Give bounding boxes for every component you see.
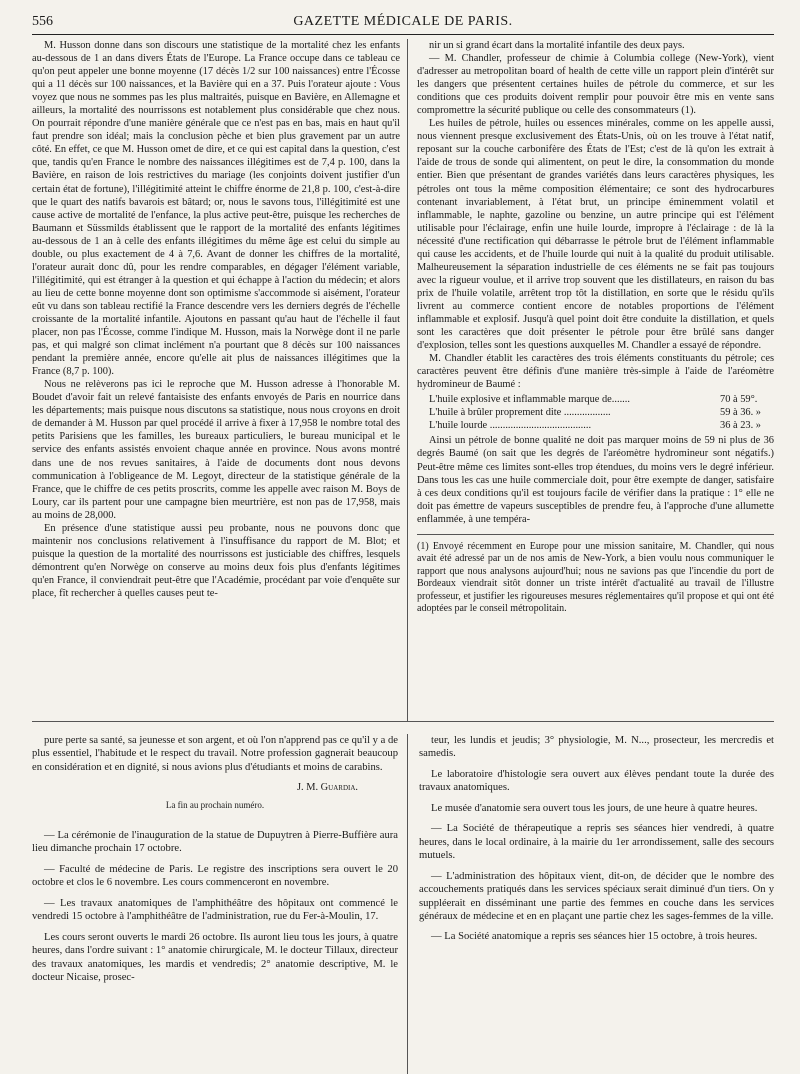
value-row <box>429 419 774 432</box>
value-label: L'huile lourde ....................................... <box>429 420 592 432</box>
value-degrees: 70 à 59°. <box>720 394 758 406</box>
news-item: — La Société anatomique a repris ses séances hier 15 octobre, à trois heures. <box>431 931 758 943</box>
value-degrees: 36 à 23. » <box>720 420 761 432</box>
bottom-section <box>32 734 774 1074</box>
page-header <box>32 12 774 35</box>
paragraph: Les huiles de pétrole, huiles ou essences minérales, comme on les appelle aussi, nous viennent presque exclusivement des États-Unis, où on les trouve à l'état natif, reposant sur la couche carbonifère des États de l'Est; c'est de là qu'on les extrait à l'aide de trous de sonde qui alimentent, on peut le dire, la consommation du monde entier. Bien que présentant de grandes variétés dans leurs caractères physiques, les pétroles ont tous la même composition élémentaire; ce sont des hydrocarbures contenant invariablement, à l'état brut, un principe éminemment volatil et inflammable, le naphte, gazoline ou benzine, un autre principe qui est l'élément utilisable pour l'éclairage, enfin une huile lourde, impropre à l'éclairage : de là la nécessité d'une rectification qui débarrasse le pétrole brut de l'élément inflammable qui cause les accidents, et de l'huile lourde qui nuit à la qualité du produit utilisable. Malheureusement la séparation industrielle de ces éléments ne se fait pas toujours avec la rigueur voulue, et il arrive trop souvent que les distillateurs, en raison du bas prix de l'huile volatile, arrêtent trop tôt la distillation, en sorte que le résidu qu'ils livrent au commerce contient encore de notables proportions de l'élément inflammable et explosif. Jusqu'à quel point doit être conduite la distillation, et quels sont les caractères que doit présenter le pétrole pour être brûlé sans danger d'explosion, telles sont les questions auxquelles M. Chandler a essayé de répondre. <box>417 118 774 352</box>
left-column <box>32 39 408 721</box>
value-row <box>429 393 774 406</box>
footnote-divider <box>417 534 774 535</box>
top-section <box>32 39 774 722</box>
continuation-note: La fin au prochain numéro. <box>165 799 265 810</box>
page-number: 556 <box>32 14 53 29</box>
news-item: Le laboratoire d'histologie sera ouvert aux élèves pendant toute la durée des travaux anatomiques. <box>419 768 774 794</box>
value-degrees: 59 à 36. » <box>720 407 761 419</box>
paragraph: pure perte sa santé, sa jeunesse et son argent, et où l'on n'apprend pas ce qu'il y a de plus essentiel, l'habitude et le respect du travail. Notre profession gagnerait beaucoup en considération et en dignité, si nous avions plus d'étudiants et moins de carabins. <box>32 735 398 773</box>
value-label: L'huile à brûler proprement dite .................. <box>429 407 611 419</box>
running-title: GAZETTE MÉDICALE DE PARIS. <box>293 14 513 29</box>
news-item: — Les travaux anatomiques de l'amphithéâtre des hôpitaux ont commencé le vendredi 15 octobre à l'amphithéâtre de l'administration, rue du Fer-à-Moulin, 17. <box>32 897 398 923</box>
paragraph: nir un si grand écart dans la mortalité infantile des deux pays. <box>429 40 685 51</box>
bottom-right-column <box>408 734 774 1074</box>
news-item: Le musée d'anatomie sera ouvert tous les jours, de une heure à quatre heures. <box>431 802 758 814</box>
footnote: (1) Envoyé récemment en Europe pour une mission sanitaire, M. Chandler, qui nous avait été adressé par un de nos amis de New-York, a bien voulu nous communiquer le rapport que nous analysons aujourd'hui; nous ne savions pas que l'incendie du port de Bordeaux viendrait sitôt donner un triste intérêt d'actualité au travail de l'illustre professeur, et justifier les rigoureuses mesures réglementaires qu'il propose et qui ont été adoptées par le conseil métropolitain. <box>417 540 774 615</box>
news-item: — La Société de thérapeutique a repris ses séances hier vendredi, à quatre heures, dans le local ordinaire, à la mairie du 1er arrondissement, salle des secours mutuels. <box>419 823 774 862</box>
paragraph: M. Husson donne dans son discours une statistique de la mortalité chez les enfants au-dessous de 1 an dans divers États de l'Europe. La France occupe dans ce tableau ce qu'on peut appeler une bonne moyenne (17 décès 1/2 sur 100 naissances) entre l'Écosse qui a 11 décès sur 100 naissances, et la Bavière qui en a 37. Puis l'orateur ajoute : Vous voyez que nous ne sommes pas les plus maltraités, puisque en Bavière, en Allemagne et ailleurs, la mortalité des nourrissons est notablement plus considérable que chez nous. On pourrait répondre d'une manière générale que ce n'est pas en bas, mais en haut qu'il faut prendre son idéal; mais la conclusion pèche et bien plus gravement par un autre côté. En effet, ce que M. Husson omet de dire, et ce qui est capital dans la question, c'est que, tandis qu'en France le nombre des naissances illégitimes est de 7,4 p. 100, dans la Bavière, en raison de lois restrictives du mariage (les conjoints doivent justifier d'un certain état de fortune), l'illégitimité atteint le chiffre énorme de 21,8 p. 100, c'est-à-dire que le quart des natifs bavarois est bâtard; or, nous le savons tous, l'illégitimité est une cause active de mortalité de l'enfance, la plus active peut-être, puisque les recherches de Baumann et Süssmilds établissent que le rapport de la mortalité des enfants légitimes au-dessous de 1 an à celle des enfants illégitimes du même âge est celui du simple au double, ou plus exactement de 4 à 7,6. Avant de donner les chiffres de la mortalité, l'orateur aurait donc dû, pour les rendre comparables, en dégager l'élément variable, l'illégitimité, qui est étranger à la question et qui échappe à l'action du médecin; et alors au lieu de cette bonne moyenne dont son optimisme s'accommode si aisément, l'orateur eût vu dans son tableau rectifié la France descendre vers les derniers degrés de l'échelle croissante de la mortalité infantile. Ajoutons en passant qu'au haut de l'échelle il faut placer, non pas l'Écosse, comme l'indique M. Husson, mais la Norwège dont il ne parle pas, et qui malgré son climat inclément n'a pourtant que 8 décès sur 100 naissances pendant la première année, encore qu'elle ait plus de naissances illégitimes que la France (8,7 p. 100). <box>32 40 400 378</box>
paragraph: Nous ne relèverons pas ici le reproche que M. Husson adresse à l'honorable M. Boudet d'avoir fait un relevé fantaisiste des enfants envoyés de Paris en nourrice dans les départements; mais puisque nous discutons sa statistique, nous nous croyons en droit de demander à M. Husson par quel procédé il arrive à fixer à 17,958 le nombre total des petits Parisiens que les familles, les bureaux particuliers, le bureau municipal et le service des enfants assistés envoient chaque année en province. Nous avons montré dans une de nos revues sanitaires, à l'aide de documents dont nous devons communication à l'obligeance de M. Legoyt, directeur de la statistique générale de la France, que le chiffre de ces petits proscrits, comme les appelle avec raison M. Boys de Loury, car ils partent pour une campagne bien meurtrière, est non pas de 17,958, mais au moins de 28,000. <box>32 379 400 521</box>
value-row <box>429 406 774 419</box>
paragraph: M. Chandler établit les caractères des trois éléments constituants du pétrole; ces caractères peuvent être définis d'une manière très-simple à l'aide de l'aréomètre hydromineur de Baumé : <box>417 353 774 391</box>
baume-values-table <box>429 393 774 432</box>
news-item: — Faculté de médecine de Paris. Le registre des inscriptions sera ouvert le 20 octobre et clos le 6 novembre. Les cours commenceront en novembre. <box>32 863 398 889</box>
bottom-left-column <box>32 734 408 1074</box>
paragraph: — M. Chandler, professeur de chimie à Columbia college (New-York), vient d'adresser au metropolitan board of health de cette ville un rapport plein d'intérêt sur les dangers que présentent certaines huiles de pétrole du commerce, et sur les conditions que ces produits doivent remplir pour pouvoir être mis en vente sans compromettre la sécurité publique ou celle des consommateurs (1). <box>417 53 774 117</box>
news-item: — L'administration des hôpitaux vient, dit-on, de décider que le nombre des accouchements pratiqués dans les services spéciaux serait diminué d'un tiers. On y suppléerait en disséminant une partie des femmes en couche dans les services généraux de médecine et en en plaçant une partie chez les sages-femmes de la ville. <box>419 870 774 922</box>
news-item: teur, les lundis et jeudis; 3° physiologie, M. N..., prosecteur, les mercredis et samedis. <box>419 735 774 760</box>
paragraph: Ainsi un pétrole de bonne qualité ne doit pas marquer moins de 59 ni plus de 36 degrés Baumé (on sait que les degrés de l'aréomètre hydromineur sont négatifs.) Peut-être même ces limites sont-elles trop étendues, du moins vers le degré inférieur. Dans tous les cas une huile commerciale doit, pour être exempte de danger, satisfaire à ces deux conditions qu'il est toujours facile de vérifier dans la pratique : 1° elle ne doit pas émettre de vapeurs susceptibles de prendre feu, à l'approche d'une allumette enflammée, à une tempéra- <box>417 435 774 525</box>
right-column <box>408 39 774 721</box>
value-label: L'huile explosive et inflammable marque de....... <box>429 394 630 406</box>
author-signature: J. M. Guardia. <box>297 782 358 794</box>
news-item: Les cours seront ouverts le mardi 26 octobre. Ils auront lieu tous les jours, à quatre heures, dans l'ordre suivant : 1° anatomie chirurgicale, M. le docteur Tillaux, directeur des travaux anatomiques, les mardis et vendredis; 2° anatomie descriptive, M. le docteur Nicaise, prosec- <box>32 931 398 984</box>
news-item: — La cérémonie de l'inauguration de la statue de Dupuytren à Pierre-Buffière aura lieu dimanche prochain 17 octobre. <box>32 829 398 855</box>
paragraph: En présence d'une statistique aussi peu probante, nous ne pouvons donc que maintenir nos conclusions relativement à l'insuffisance du rapport de M. Blot; et puisque la question de la mortalité des nourrissons est justiciable des chiffres, lesquels démontrent qu'en Norwège on conserve au moins deux fois plus d'enfants légitimes qu'en France, il conviendrait peut-être que l'Académie, procédant par voie d'enquête sur place, fît rechercher à quelles causes peut te- <box>32 522 400 599</box>
